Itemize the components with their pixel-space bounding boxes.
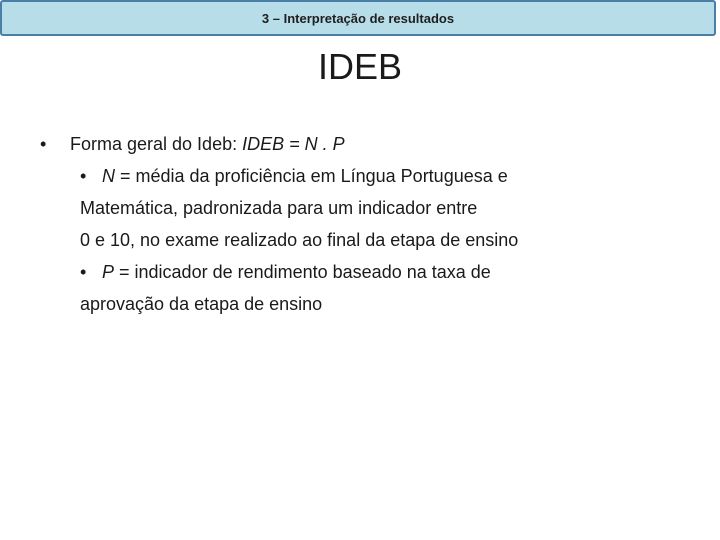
bullet-formula bbox=[0, 128, 720, 160]
sub-bullet-text bbox=[102, 256, 491, 288]
bullet-marker: • bbox=[40, 134, 47, 154]
sub-bullet-marker: • bbox=[80, 166, 87, 186]
n-definition-line-3: 0 e 10, no exame realizado ao final da etapa de ensino bbox=[80, 230, 519, 250]
slide-title: IDEB bbox=[317, 46, 403, 87]
n-definition-line-1: = média da proficiência em Língua Portuguesa e bbox=[115, 166, 508, 186]
formula-text: IDEB = N . P bbox=[242, 134, 345, 154]
bullet-lead-text: Forma geral do Ideb: bbox=[70, 134, 243, 154]
section-header-label: 3 – Interpretação de resultados bbox=[261, 10, 455, 26]
variable-n: N bbox=[102, 166, 115, 186]
p-definition-line-1: = indicador de rendimento baseado na taxa de bbox=[114, 262, 491, 282]
bullet-p-definition bbox=[0, 256, 720, 288]
section-header-bar bbox=[0, 0, 716, 36]
sub-bullet-text bbox=[102, 160, 508, 192]
p-definition-line-2: aprovação da etapa de ensino bbox=[80, 294, 323, 314]
variable-p: P bbox=[102, 262, 115, 282]
bullet-text bbox=[70, 128, 345, 160]
bullet-n-continuation-1 bbox=[0, 192, 720, 224]
n-definition-line-2: Matemática, padronizada para um indicador entre bbox=[80, 198, 478, 218]
bullet-n-definition bbox=[0, 160, 720, 192]
bullet-p-continuation-1 bbox=[0, 288, 720, 320]
bullet-n-continuation-2 bbox=[0, 224, 720, 256]
sub-bullet-marker: • bbox=[80, 262, 87, 282]
slide-body bbox=[0, 128, 720, 320]
